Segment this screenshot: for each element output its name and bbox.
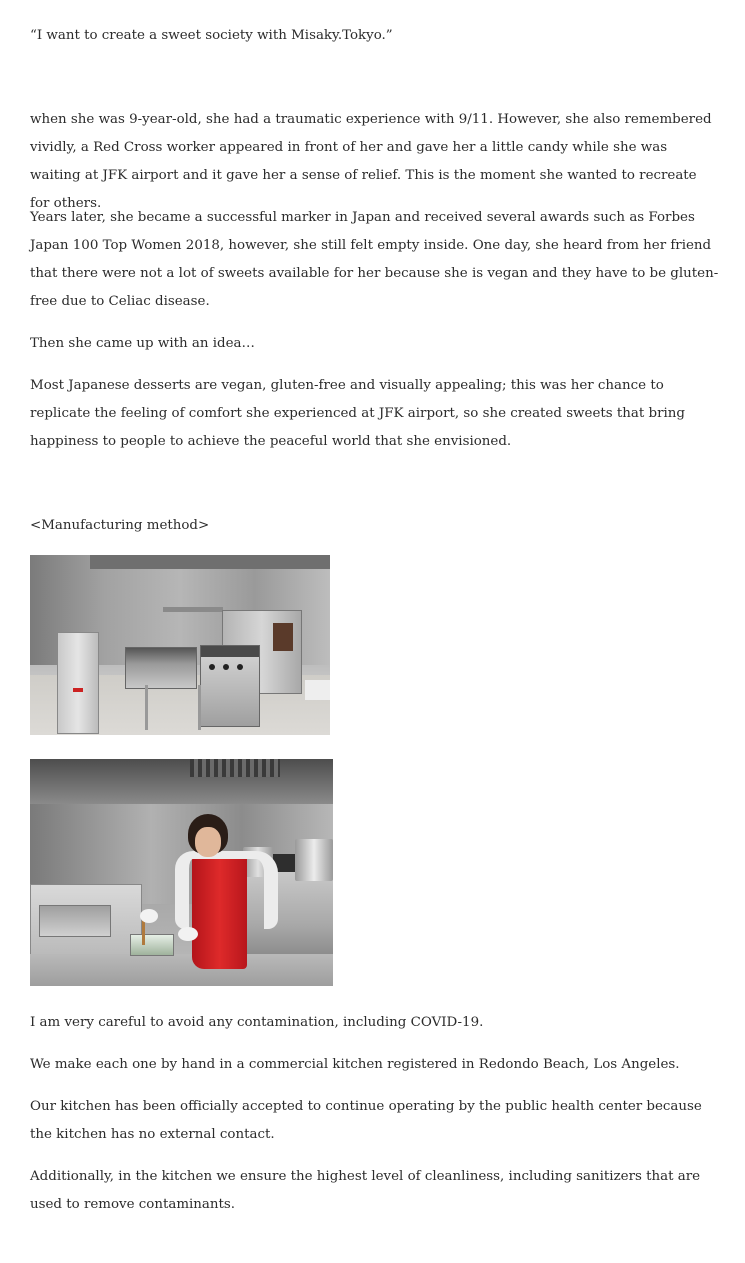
paragraph-cleanliness: Additionally, in the kitchen we ensure the highest level of cleanliness, including sanitizers that are used to remove contaminants. (30, 1169, 701, 1212)
paragraph-japanese-desserts: Most Japanese desserts are vegan, gluten-free and visually appealing; this was her chance to replicate the feeling of comfort she experienced at JFK airport, so she created sweets that bring happiness to people to achieve the peaceful world that she envisioned. (30, 378, 685, 449)
cutoff-line (30, 0, 230, 4)
person-in-kitchen-photo (30, 759, 333, 986)
paragraph-health-center: Our kitchen has been officially accepted to continue operating by the public health center because the kitchen has no external contact. (30, 1099, 702, 1142)
kitchen-equipment-photo (30, 555, 330, 735)
paragraph-career: Years later, she became a successful marker in Japan and received several awards such as Forbes Japan 100 Top Women 2018, however, she still felt empty inside. One day, she heard from her friend that there were not a lot of sweets available for her because she is vegan and they have to be gluten-free due to Celiac disease. (30, 210, 719, 309)
intro-quote: “I want to create a sweet society with Misaky.Tokyo.” (30, 28, 393, 43)
paragraph-childhood: when she was 9-year-old, she had a traumatic experience with 9/11. However, she also remembered vividly, a Red Cross worker appeared in front of her and gave her a little candy while she was waiting at JFK airport and it gave her a sense of relief. This is the moment she wanted to recreate for others. (30, 112, 712, 211)
cutoff-text (30, 0, 230, 4)
paragraph-contamination: I am very careful to avoid any contamination, including COVID-19. (30, 1015, 484, 1030)
paragraph-idea: Then she came up with an idea… (30, 336, 255, 351)
section-heading-manufacturing: <Manufacturing method> (30, 518, 210, 533)
paragraph-kitchen-location: We make each one by hand in a commercial kitchen registered in Redondo Beach, Los Angeles. (30, 1057, 680, 1072)
